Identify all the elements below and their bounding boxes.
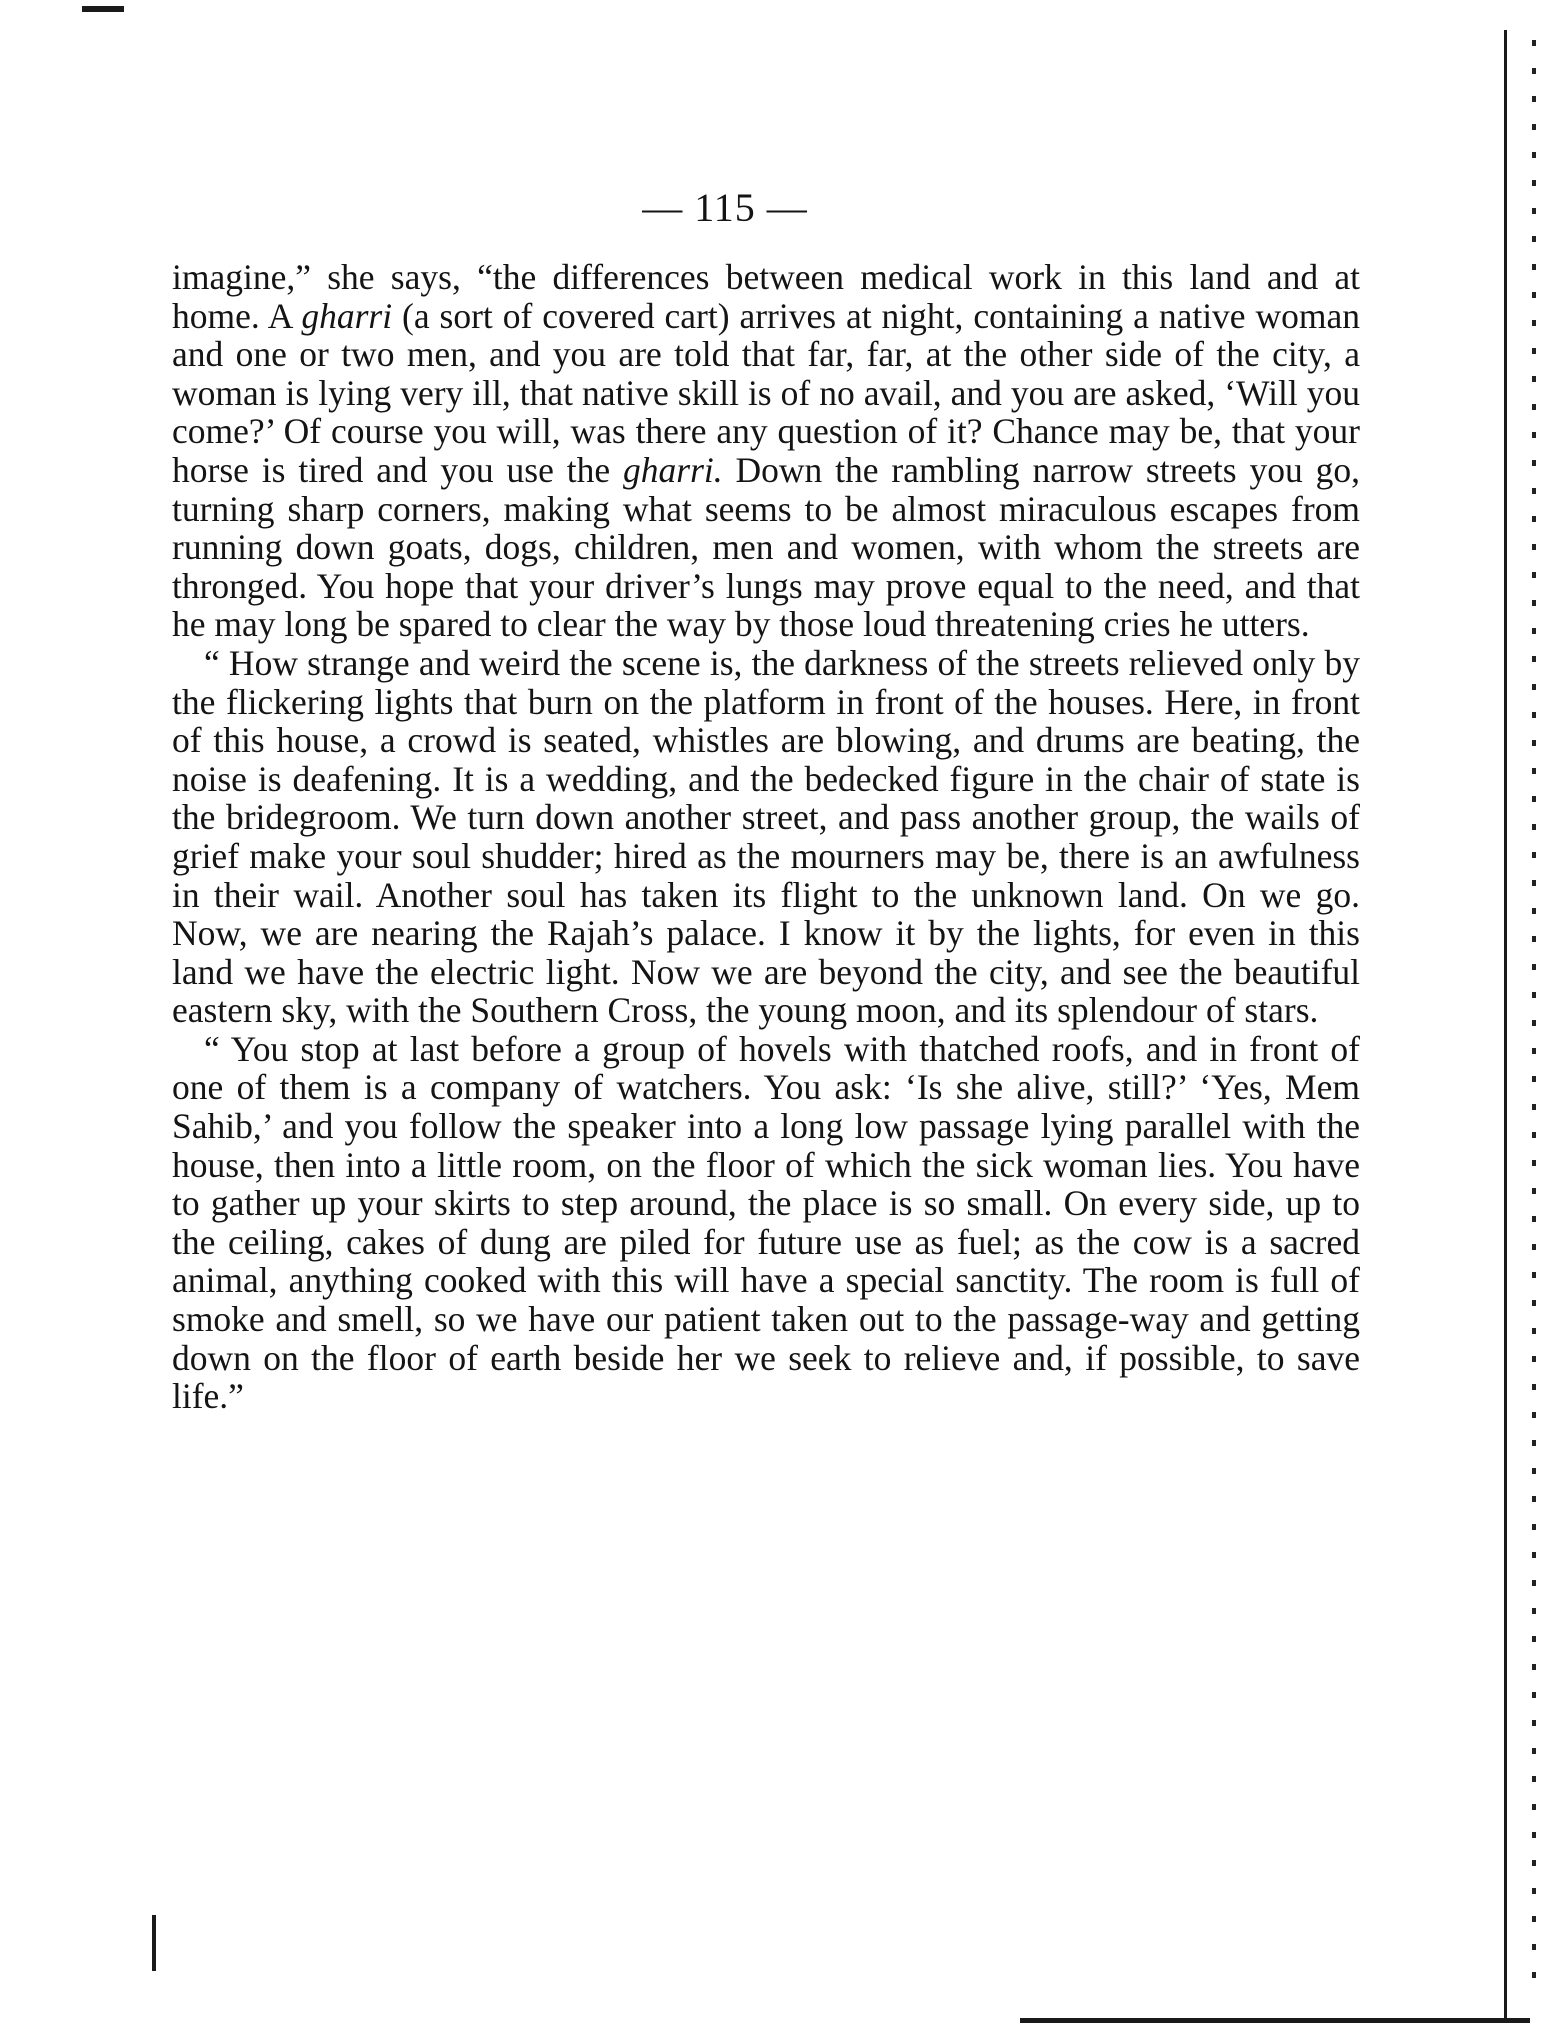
text-run: imagine,” she says, “the differences between medical work in this land and at home. A xyxy=(172,257,1360,336)
text-run: “ How strange and weird the scene is, the darkness of the streets relieved only by the flickering lights that burn on the platform in front of the houses. Here, in front of this house, a crowd is seated, whistles are blowing, and drums are beating, the noise is deafening. It is a wedding, and the bedecked figure in the chair of state is the bridegroom. We turn down another street, and pass another group, the wails of grief make your soul shudder; hired as the mourners may be, there is an awfulness in their wail. Another soul has taken its flight to the unknown land. On we go. Now, we are nearing the Rajah’s palace. I know it by the lights, for even in this land we have the electric light. Now we are beyond the city, and see the beautiful eastern sky, with the Southern Cross, the young moon, and its splendour of stars. xyxy=(172,642,1360,1031)
italic-text: gharri xyxy=(301,295,393,336)
italic-text: gharri. xyxy=(623,449,723,490)
paragraph-2 xyxy=(172,644,1360,1030)
body-text xyxy=(172,258,1360,1416)
scan-mark-top-left xyxy=(82,6,124,12)
text-run: (a sort of covered cart) arrives at night, containing a native woman and one or two men, and you are told that far, far, at the other side of the city, a woman is lying very ill, that native skill is of no avail, and you are asked, ‘Will you come?’ Of course you will, was there any question of it? Chance may be, that your horse is tired and you use the xyxy=(172,295,1361,490)
scan-edge-dots-right xyxy=(1532,40,1536,2000)
page-number: — 115 — xyxy=(642,185,808,230)
paragraph-1 xyxy=(172,258,1360,644)
scan-edge-right xyxy=(1504,30,1507,2020)
text-run: “ You stop at last before a group of hovels with thatched roofs, and in front of one of them is a company of watchers. You ask: ‘Is she alive, still?’ ‘Yes, Mem Sahib,’ and you follow the speaker into a long low passage lying parallel with the house, then into a little room, on the floor of which the sick woman lies. You have to gather up your skirts to step around, the place is so small. On every side, up to the ceiling, cakes of dung are piled for future use as fuel; as the cow is a sacred animal, anything cooked with this will have a special sanctity. The room is full of smoke and smell, so we have our patient taken out to the passage-way and getting down on the floor of earth beside her we seek to relieve and, if possible, to save life.” xyxy=(172,1028,1360,1417)
scan-rule-bottom-right xyxy=(1020,2018,1530,2023)
text-run: Down the rambling narrow streets you go, turning sharp corners, making what seems to be almost miraculous escapes from running down goats, dogs, children, men and women, with whom the streets are thronged. You hope that your driver’s lungs may prove equal to the need, and that he may long be spared to clear the way by those loud threatening cries he utters. xyxy=(172,449,1360,645)
scan-mark-bottom-left xyxy=(152,1915,156,1971)
paragraph-3 xyxy=(172,1030,1360,1416)
